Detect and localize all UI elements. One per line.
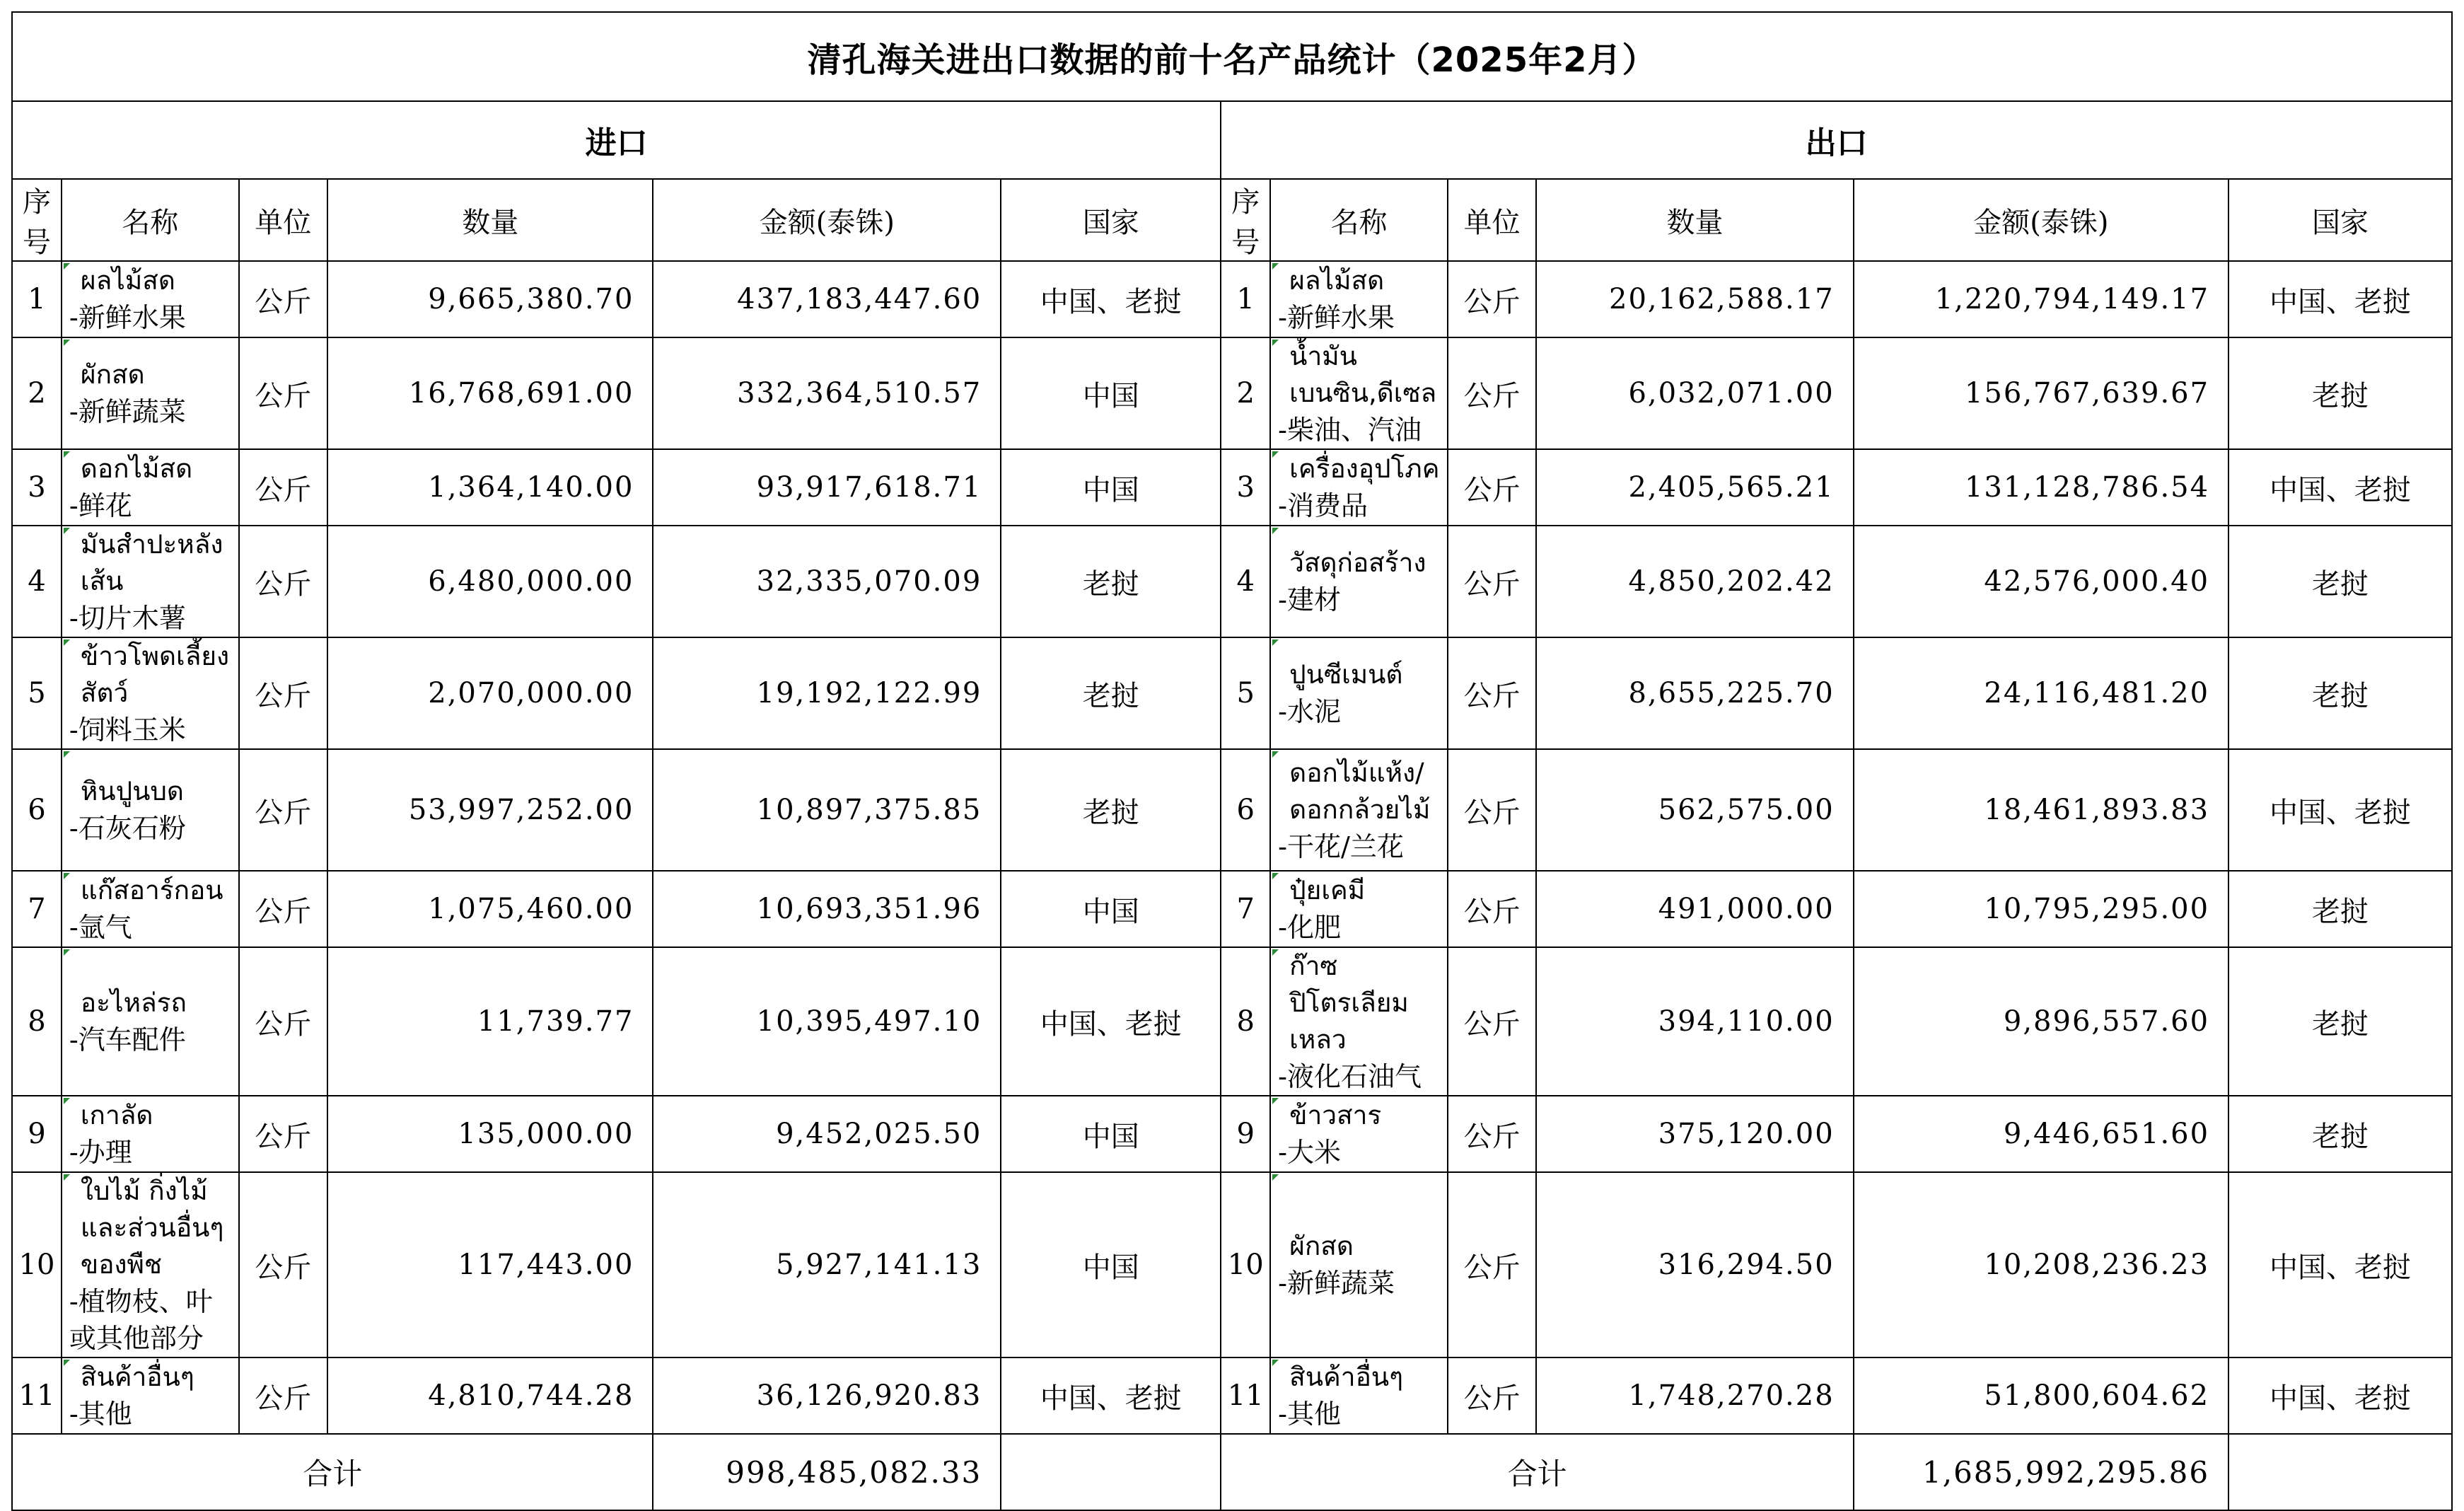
import-product-name-chinese: -植物枝、叶或其他部分 [69, 1286, 213, 1354]
export-idx-cell[interactable]: 5 [1221, 637, 1270, 749]
import-col-idx[interactable]: 序号 [12, 179, 62, 261]
import-product-name-thai: ข้าวโพดเลี้ยงสัตว์ [80, 641, 230, 708]
export-unit-cell[interactable]: 公斤 [1448, 871, 1536, 947]
table-row [12, 947, 2452, 1096]
import-idx-cell[interactable]: 4 [12, 526, 62, 637]
import-qty-cell[interactable]: 135,000.00 [327, 1096, 653, 1172]
export-product-name-chinese: -化肥 [1278, 912, 1342, 943]
cell-note-marker [64, 451, 70, 458]
export-name-cell[interactable] [1270, 449, 1448, 526]
export-idx-cell[interactable]: 2 [1221, 337, 1270, 449]
import-col-unit[interactable]: 单位 [239, 179, 327, 261]
export-section-header[interactable]: 出口 [1221, 101, 2452, 179]
export-amount-cell[interactable]: 51,800,604.62 [1854, 1357, 2228, 1434]
import-country-cell[interactable]: 中国、老挝 [1001, 261, 1221, 337]
import-unit-cell[interactable]: 公斤 [239, 947, 327, 1096]
import-product-name-thai: มันสำปะหลังเส้น [80, 529, 223, 596]
table-title[interactable]: 清孔海关进出口数据的前十名产品统计（2025年2月） [12, 12, 2452, 101]
export-product-name-chinese: -大米 [1278, 1137, 1342, 1168]
export-idx-cell[interactable]: 9 [1221, 1096, 1270, 1172]
table-row [12, 1357, 2452, 1434]
export-unit-cell[interactable]: 公斤 [1448, 749, 1536, 871]
import-name-cell[interactable] [62, 871, 239, 947]
import-qty-cell[interactable]: 1,075,460.00 [327, 871, 653, 947]
import-product-name-chinese: -办理 [69, 1137, 132, 1168]
table-row [12, 749, 2452, 871]
export-country-cell[interactable]: 中国、老挝 [2228, 749, 2452, 871]
export-country-cell[interactable]: 中国、老挝 [2228, 261, 2452, 337]
export-product-name-chinese: -新鲜蔬菜 [1278, 1268, 1395, 1299]
trade-stats-table [11, 11, 2453, 1511]
export-unit-cell[interactable]: 公斤 [1448, 1172, 1536, 1357]
table-row [12, 449, 2452, 526]
export-col-amount[interactable]: 金额(泰铢) [1854, 179, 2228, 261]
title-row [12, 12, 2452, 101]
export-amount-cell[interactable]: 9,896,557.60 [1854, 947, 2228, 1096]
export-product-name-thai: เครื่องอุปโภค [1289, 453, 1440, 484]
import-qty-cell[interactable]: 11,739.77 [327, 947, 653, 1096]
export-idx-cell[interactable]: 1 [1221, 261, 1270, 337]
import-idx-cell[interactable]: 11 [12, 1357, 62, 1434]
table-row [12, 526, 2452, 637]
export-country-cell[interactable]: 老挝 [2228, 947, 2452, 1096]
export-product-name-thai: ปูนซีเมนต์ [1289, 659, 1403, 690]
import-name-cell[interactable] [62, 1357, 239, 1434]
export-product-name-chinese: -建材 [1278, 584, 1342, 615]
cell-note-marker [1272, 340, 1279, 346]
import-product-name-chinese: -氩气 [69, 912, 132, 943]
export-name-cell[interactable] [1270, 337, 1448, 449]
import-col-amount[interactable]: 金额(泰铢) [653, 179, 1001, 261]
import-col-country[interactable]: 国家 [1001, 179, 1221, 261]
export-idx-cell[interactable]: 4 [1221, 526, 1270, 637]
export-name-cell[interactable] [1270, 871, 1448, 947]
import-qty-cell[interactable]: 53,997,252.00 [327, 749, 653, 871]
import-name-cell[interactable] [62, 1172, 239, 1357]
import-product-name-thai: ผลไม้สด [80, 265, 175, 296]
import-product-name-thai: ใบไม้ กิ่งไม้ และส่วนอื่นๆ ของพืช [80, 1176, 224, 1280]
import-idx-cell[interactable]: 7 [12, 871, 62, 947]
import-amount-cell[interactable]: 437,183,447.60 [653, 261, 1001, 337]
cell-note-marker [1272, 451, 1279, 458]
export-country-cell[interactable]: 老挝 [2228, 1096, 2452, 1172]
import-qty-cell[interactable]: 9,665,380.70 [327, 261, 653, 337]
import-idx-cell[interactable]: 10 [12, 1172, 62, 1357]
import-country-cell[interactable]: 中国 [1001, 1172, 1221, 1357]
import-country-cell[interactable]: 老挝 [1001, 749, 1221, 871]
export-product-name-thai: สินค้าอื่นๆ [1289, 1362, 1403, 1392]
cell-note-marker [1272, 1360, 1279, 1366]
export-unit-cell[interactable]: 公斤 [1448, 1096, 1536, 1172]
cell-note-marker [64, 1098, 70, 1104]
import-product-name-thai: ผักสด [80, 359, 145, 390]
import-qty-cell[interactable]: 4,810,744.28 [327, 1357, 653, 1434]
export-product-name-chinese: -其他 [1278, 1399, 1342, 1430]
cell-note-marker [64, 1174, 70, 1181]
export-product-name-thai: ผักสด [1289, 1231, 1354, 1261]
cell-note-marker [64, 263, 70, 270]
export-product-name-thai: ดอกไม้แห้ง/ดอกกล้วยไม้ [1289, 758, 1431, 825]
export-qty-cell[interactable]: 316,294.50 [1536, 1172, 1853, 1357]
cell-note-marker [64, 340, 70, 346]
import-name-cell[interactable] [62, 637, 239, 749]
import-unit-cell[interactable]: 公斤 [239, 637, 327, 749]
import-unit-cell[interactable]: 公斤 [239, 1357, 327, 1434]
export-amount-cell[interactable]: 131,128,786.54 [1854, 449, 2228, 526]
import-product-name-chinese: -石灰石粉 [69, 813, 186, 844]
import-product-name-chinese: -饲料玉米 [69, 714, 186, 746]
table-row [12, 1096, 2452, 1172]
import-total-amount[interactable]: 998,485,082.33 [653, 1434, 1001, 1510]
import-unit-cell[interactable]: 公斤 [239, 1096, 327, 1172]
export-col-name[interactable]: 名称 [1270, 179, 1448, 261]
export-unit-cell[interactable]: 公斤 [1448, 947, 1536, 1096]
import-amount-cell[interactable]: 332,364,510.57 [653, 337, 1001, 449]
cell-note-marker [64, 639, 70, 646]
export-country-cell[interactable]: 中国、老挝 [2228, 1357, 2452, 1434]
import-product-name-thai: สินค้าอื่นๆ [80, 1362, 194, 1392]
import-amount-cell[interactable]: 10,897,375.85 [653, 749, 1001, 871]
cell-note-marker [1272, 639, 1279, 646]
import-unit-cell[interactable]: 公斤 [239, 449, 327, 526]
import-country-cell[interactable]: 中国 [1001, 1096, 1221, 1172]
export-name-cell[interactable] [1270, 749, 1448, 871]
import-country-cell[interactable]: 中国 [1001, 871, 1221, 947]
export-product-name-thai: ผลไม้สด [1289, 265, 1385, 296]
export-idx-cell[interactable]: 10 [1221, 1172, 1270, 1357]
export-idx-cell[interactable]: 8 [1221, 947, 1270, 1096]
export-product-name-thai: วัสดุก่อสร้าง [1289, 548, 1426, 578]
cell-note-marker [64, 1360, 70, 1366]
import-product-name-chinese: -汽车配件 [69, 1024, 186, 1055]
table-row [12, 871, 2452, 947]
export-col-idx[interactable]: 序号 [1221, 179, 1270, 261]
export-qty-cell[interactable]: 491,000.00 [1536, 871, 1853, 947]
import-amount-cell[interactable]: 93,917,618.71 [653, 449, 1001, 526]
export-total-amount[interactable]: 1,685,992,295.86 [1854, 1434, 2228, 1510]
import-product-name-chinese: -切片木薯 [69, 603, 186, 634]
export-name-cell[interactable] [1270, 637, 1448, 749]
export-product-name-chinese: -新鲜水果 [1278, 302, 1395, 333]
import-col-name[interactable]: 名称 [62, 179, 239, 261]
import-idx-cell[interactable]: 1 [12, 261, 62, 337]
import-product-name-chinese: -新鲜蔬菜 [69, 396, 186, 427]
cell-note-marker [64, 528, 70, 534]
import-name-cell[interactable] [62, 947, 239, 1096]
import-idx-cell[interactable]: 3 [12, 449, 62, 526]
import-col-qty[interactable]: 数量 [327, 179, 653, 261]
export-qty-cell[interactable]: 4,850,202.42 [1536, 526, 1853, 637]
import-qty-cell[interactable]: 16,768,691.00 [327, 337, 653, 449]
import-country-cell[interactable]: 老挝 [1001, 526, 1221, 637]
import-idx-cell[interactable]: 5 [12, 637, 62, 749]
export-name-cell[interactable] [1270, 261, 1448, 337]
cell-note-marker [1272, 873, 1279, 879]
export-idx-cell[interactable]: 7 [1221, 871, 1270, 947]
export-amount-cell[interactable]: 24,116,481.20 [1854, 637, 2228, 749]
table-row [12, 261, 2452, 337]
import-name-cell[interactable] [62, 749, 239, 871]
export-product-name-chinese: -柴油、汽油 [1278, 415, 1422, 446]
import-name-cell[interactable] [62, 261, 239, 337]
import-idx-cell[interactable]: 6 [12, 749, 62, 871]
cell-note-marker [64, 949, 70, 956]
import-unit-cell[interactable]: 公斤 [239, 261, 327, 337]
import-section-header[interactable]: 进口 [12, 101, 1221, 179]
export-idx-cell[interactable]: 6 [1221, 749, 1270, 871]
export-unit-cell[interactable]: 公斤 [1448, 449, 1536, 526]
import-product-name-thai: หินปูนบด [80, 776, 184, 806]
export-product-name-thai: ก๊าซปิโตรเลียมเหลว [1289, 951, 1409, 1055]
table-row [12, 1172, 2452, 1357]
export-amount-cell[interactable]: 18,461,893.83 [1854, 749, 2228, 871]
export-col-unit[interactable]: 单位 [1448, 179, 1536, 261]
import-qty-cell[interactable]: 6,480,000.00 [327, 526, 653, 637]
export-name-cell[interactable] [1270, 947, 1448, 1096]
export-qty-cell[interactable]: 20,162,588.17 [1536, 261, 1853, 337]
export-name-cell[interactable] [1270, 526, 1448, 637]
export-product-name-thai: ปุ๋ยเคมี [1289, 875, 1366, 905]
export-product-name-chinese: -水泥 [1278, 696, 1342, 727]
export-qty-cell[interactable]: 2,405,565.21 [1536, 449, 1853, 526]
export-qty-cell[interactable]: 1,748,270.28 [1536, 1357, 1853, 1434]
export-qty-cell[interactable]: 6,032,071.00 [1536, 337, 1853, 449]
export-qty-cell[interactable]: 8,655,225.70 [1536, 637, 1853, 749]
import-idx-cell[interactable]: 9 [12, 1096, 62, 1172]
import-product-name-thai: ดอกไม้สด [80, 453, 193, 484]
export-unit-cell[interactable]: 公斤 [1448, 261, 1536, 337]
cell-note-marker [64, 751, 70, 758]
export-amount-cell[interactable]: 156,767,639.67 [1854, 337, 2228, 449]
export-unit-cell[interactable]: 公斤 [1448, 337, 1536, 449]
export-amount-cell[interactable]: 42,576,000.40 [1854, 526, 2228, 637]
import-product-name-chinese: -鲜花 [69, 490, 132, 521]
import-amount-cell[interactable]: 5,927,141.13 [653, 1172, 1001, 1357]
import-country-cell[interactable]: 中国 [1001, 337, 1221, 449]
import-product-name-thai: อะไหล่รถ [80, 988, 187, 1018]
export-product-name-thai: ข้าวสาร [1289, 1100, 1382, 1130]
import-amount-cell[interactable]: 9,452,025.50 [653, 1096, 1001, 1172]
import-qty-cell[interactable]: 1,364,140.00 [327, 449, 653, 526]
export-unit-cell[interactable]: 公斤 [1448, 526, 1536, 637]
import-unit-cell[interactable]: 公斤 [239, 871, 327, 947]
totals-row [12, 1434, 2452, 1510]
cell-note-marker [1272, 949, 1279, 956]
cell-note-marker [1272, 1098, 1279, 1104]
export-qty-cell[interactable]: 394,110.00 [1536, 947, 1853, 1096]
export-country-cell[interactable]: 中国、老挝 [2228, 1172, 2452, 1357]
import-unit-cell[interactable]: 公斤 [239, 526, 327, 637]
import-unit-cell[interactable]: 公斤 [239, 1172, 327, 1357]
export-col-qty[interactable]: 数量 [1536, 179, 1853, 261]
import-product-name-thai: เกาลัด [80, 1100, 153, 1130]
export-amount-cell[interactable]: 9,446,651.60 [1854, 1096, 2228, 1172]
import-country-cell[interactable]: 中国、老挝 [1001, 947, 1221, 1096]
cell-note-marker [1272, 751, 1279, 758]
import-unit-cell[interactable]: 公斤 [239, 337, 327, 449]
export-country-cell[interactable]: 老挝 [2228, 637, 2452, 749]
import-amount-cell[interactable]: 36,126,920.83 [653, 1357, 1001, 1434]
export-total-country-empty[interactable] [2228, 1434, 2452, 1510]
export-name-cell[interactable] [1270, 1357, 1448, 1434]
import-name-cell[interactable] [62, 526, 239, 637]
export-total-label[interactable]: 合计 [1221, 1434, 1853, 1510]
export-amount-cell[interactable]: 10,208,236.23 [1854, 1172, 2228, 1357]
cell-note-marker [64, 873, 70, 879]
export-name-cell[interactable] [1270, 1096, 1448, 1172]
cell-note-marker [1272, 1174, 1279, 1181]
export-amount-cell[interactable]: 10,795,295.00 [1854, 871, 2228, 947]
table-row [12, 637, 2452, 749]
import-idx-cell[interactable]: 8 [12, 947, 62, 1096]
import-unit-cell[interactable]: 公斤 [239, 749, 327, 871]
export-idx-cell[interactable]: 11 [1221, 1357, 1270, 1434]
import-amount-cell[interactable]: 19,192,122.99 [653, 637, 1001, 749]
import-name-cell[interactable] [62, 449, 239, 526]
cell-note-marker [1272, 528, 1279, 534]
export-product-name-chinese: -干花/兰花 [1278, 831, 1404, 862]
import-idx-cell[interactable]: 2 [12, 337, 62, 449]
import-total-label[interactable]: 合计 [12, 1434, 653, 1510]
export-product-name-chinese: -液化石油气 [1278, 1061, 1422, 1092]
export-country-cell[interactable]: 老挝 [2228, 871, 2452, 947]
export-idx-cell[interactable]: 3 [1221, 449, 1270, 526]
import-country-cell[interactable]: 中国 [1001, 449, 1221, 526]
import-product-name-thai: แก๊สอาร์กอน [80, 875, 223, 905]
cell-note-marker [1272, 263, 1279, 270]
import-country-cell[interactable]: 中国、老挝 [1001, 1357, 1221, 1434]
export-product-name-thai: น้ำมันเบนซิน,ดีเซล [1289, 341, 1437, 408]
export-product-name-chinese: -消费品 [1278, 490, 1368, 521]
export-country-cell[interactable]: 老挝 [2228, 337, 2452, 449]
import-name-cell[interactable] [62, 1096, 239, 1172]
table-row [12, 337, 2452, 449]
import-amount-cell[interactable]: 32,335,070.09 [653, 526, 1001, 637]
export-qty-cell[interactable]: 562,575.00 [1536, 749, 1853, 871]
export-unit-cell[interactable]: 公斤 [1448, 637, 1536, 749]
export-unit-cell[interactable]: 公斤 [1448, 1357, 1536, 1434]
import-total-country-empty[interactable] [1001, 1434, 1221, 1510]
export-country-cell[interactable]: 老挝 [2228, 526, 2452, 637]
import-amount-cell[interactable]: 10,693,351.96 [653, 871, 1001, 947]
export-name-cell[interactable] [1270, 1172, 1448, 1357]
import-qty-cell[interactable]: 117,443.00 [327, 1172, 653, 1357]
export-amount-cell[interactable]: 1,220,794,149.17 [1854, 261, 2228, 337]
column-header-row [12, 179, 2452, 261]
import-name-cell[interactable] [62, 337, 239, 449]
import-product-name-chinese: -其他 [69, 1399, 132, 1430]
section-row [12, 101, 2452, 179]
import-product-name-chinese: -新鲜水果 [69, 302, 186, 333]
export-country-cell[interactable]: 中国、老挝 [2228, 449, 2452, 526]
export-col-country[interactable]: 国家 [2228, 179, 2452, 261]
import-amount-cell[interactable]: 10,395,497.10 [653, 947, 1001, 1096]
import-qty-cell[interactable]: 2,070,000.00 [327, 637, 653, 749]
import-country-cell[interactable]: 老挝 [1001, 637, 1221, 749]
export-qty-cell[interactable]: 375,120.00 [1536, 1096, 1853, 1172]
